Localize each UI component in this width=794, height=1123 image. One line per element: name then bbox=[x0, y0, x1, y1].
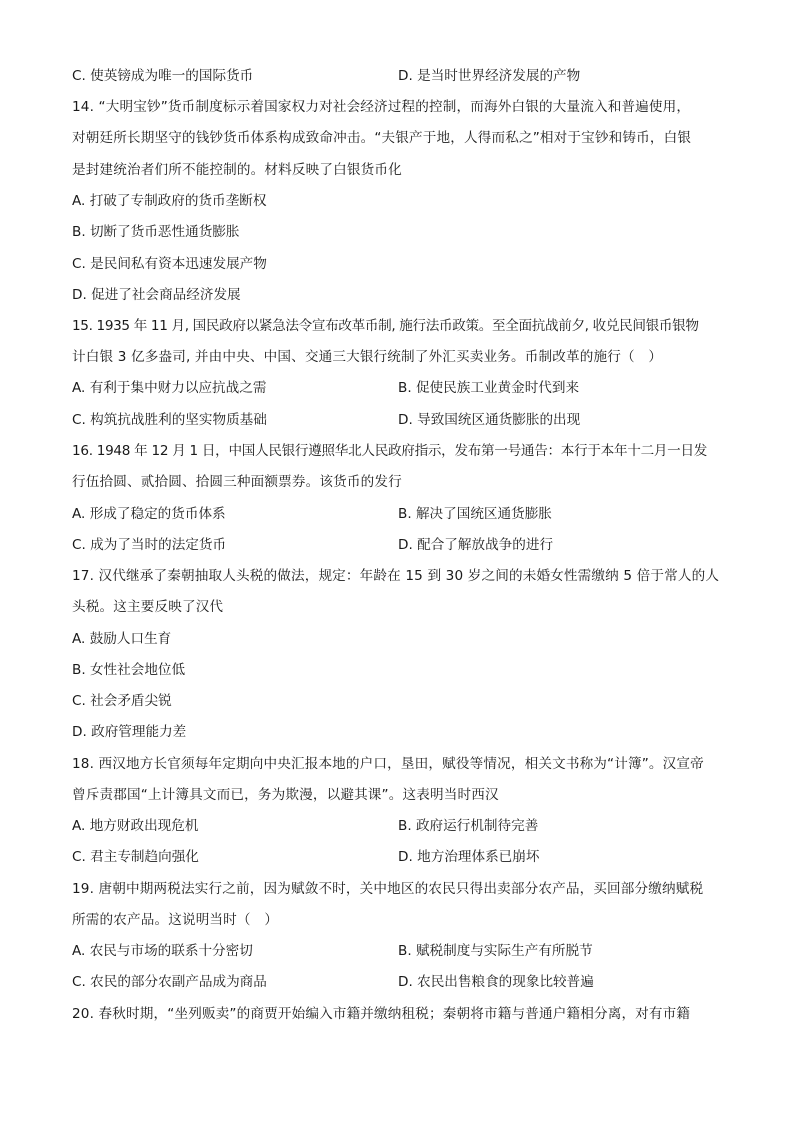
q19-option-d: D. 农民出售粮食的现象比较普遍 bbox=[398, 974, 594, 990]
q15-stem-line-1: 15. 1935 年 11 月, 国民政府以紧急法令宣布改革币制, 施行法币政策。至全面抗战前夕, 收兑民间银币银物 bbox=[72, 318, 699, 334]
q14-stem-line-1: 14. “大明宝钞”货币制度标示着国家权力对社会经济过程的控制，而海外白银的大量流入和普遍使用， bbox=[72, 99, 691, 115]
q18-option-b: B. 政府运行机制待完善 bbox=[398, 818, 539, 834]
q14-option-b: B. 切断了货币恶性通货膨胀 bbox=[72, 224, 240, 240]
q16-option-a: A. 形成了稳定的货币体系 bbox=[72, 506, 226, 522]
q16-option-d: D. 配合了解放战争的进行 bbox=[398, 537, 554, 553]
q17-option-b: B. 女性社会地位低 bbox=[72, 662, 186, 678]
q18-stem-line-2: 曾斥责郡国“上计簿具文而已，务为欺漫，以避其课”。这表明当时西汉 bbox=[72, 787, 499, 803]
q14-stem-line-3: 是封建统治者们所不能控制的。材料反映了白银货币化 bbox=[72, 162, 402, 178]
q13-option-c: C. 使英镑成为唯一的国际货币 bbox=[72, 68, 254, 84]
q15-option-c: C. 构筑抗战胜利的坚实物质基础 bbox=[72, 412, 267, 428]
q15-option-a: A. 有利于集中财力以应抗战之需 bbox=[72, 380, 267, 396]
q19-option-a: A. 农民与市场的联系十分密切 bbox=[72, 943, 253, 959]
q15-stem-line-2: 计白银 3 亿多盎司, 并由中央、中国、交通三大银行统制了外汇买卖业务。币制改革的施行（ ） bbox=[72, 349, 663, 365]
q18-stem-line-1: 18. 西汉地方长官须每年定期向中央汇报本地的户口，垦田，赋役等情况，相关文书称为“计簿”。汉宣帝 bbox=[72, 756, 704, 772]
q19-stem-line-1: 19. 唐朝中期两税法实行之前，因为赋敛不时，关中地区的农民只得出卖部分农产品，买回部分缴纳赋税 bbox=[72, 881, 704, 897]
q18-option-a: A. 地方财政出现危机 bbox=[72, 818, 199, 834]
q18-option-c: C. 君主专制趋向强化 bbox=[72, 849, 199, 865]
q17-stem-line-1: 17. 汉代继承了秦朝抽取人头税的做法，规定：年龄在 15 到 30 岁之间的未婚女性需缴纳 5 倍于常人的人 bbox=[72, 568, 720, 584]
q14-option-a: A. 打破了专制政府的货币垄断权 bbox=[72, 193, 267, 209]
q16-option-c: C. 成为了当时的法定货币 bbox=[72, 537, 227, 553]
q16-stem-line-2: 行伍拾圆、贰拾圆、拾圆三种面额票券。该货币的发行 bbox=[72, 474, 402, 490]
q17-option-c: C. 社会矛盾尖锐 bbox=[72, 693, 172, 709]
q15-option-d: D. 导致国统区通货膨胀的出现 bbox=[398, 412, 581, 428]
q16-option-b: B. 解决了国统区通货膨胀 bbox=[398, 506, 552, 522]
q19-option-c: C. 农民的部分农副产品成为商品 bbox=[72, 974, 267, 990]
q17-option-d: D. 政府管理能力差 bbox=[72, 724, 187, 740]
q17-option-a: A. 鼓励人口生育 bbox=[72, 631, 172, 647]
q14-option-c: C. 是民间私有资本迅速发展产物 bbox=[72, 256, 267, 272]
q18-option-d: D. 地方治理体系已崩坏 bbox=[398, 849, 540, 865]
q14-stem-line-2: 对朝廷所长期坚守的钱钞货币体系构成致命冲击。“夫银产于地，人得而私之”相对于宝钞和铸币，白银 bbox=[72, 130, 692, 146]
q19-option-b: B. 赋税制度与实际生产有所脱节 bbox=[398, 943, 593, 959]
q17-stem-line-2: 头税。这主要反映了汉代 bbox=[72, 599, 224, 615]
q15-option-b: B. 促使民族工业黄金时代到来 bbox=[398, 380, 580, 396]
q14-option-d: D. 促进了社会商品经济发展 bbox=[72, 287, 241, 303]
q19-stem-line-2: 所需的农产品。这说明当时（ ） bbox=[72, 912, 279, 928]
q16-stem-line-1: 16. 1948 年 12 月 1 日，中国人民银行遵照华北人民政府指示，发布第一号通告：本行于本年十二月一日发 bbox=[72, 443, 708, 459]
q13-option-d: D. 是当时世界经济发展的产物 bbox=[398, 68, 581, 84]
q20-stem-line-1: 20. 春秋时期，“坐列贩卖”的商贾开始编入市籍并缴纳租税；秦朝将市籍与普通户籍相分离，对有市籍 bbox=[72, 1006, 691, 1022]
